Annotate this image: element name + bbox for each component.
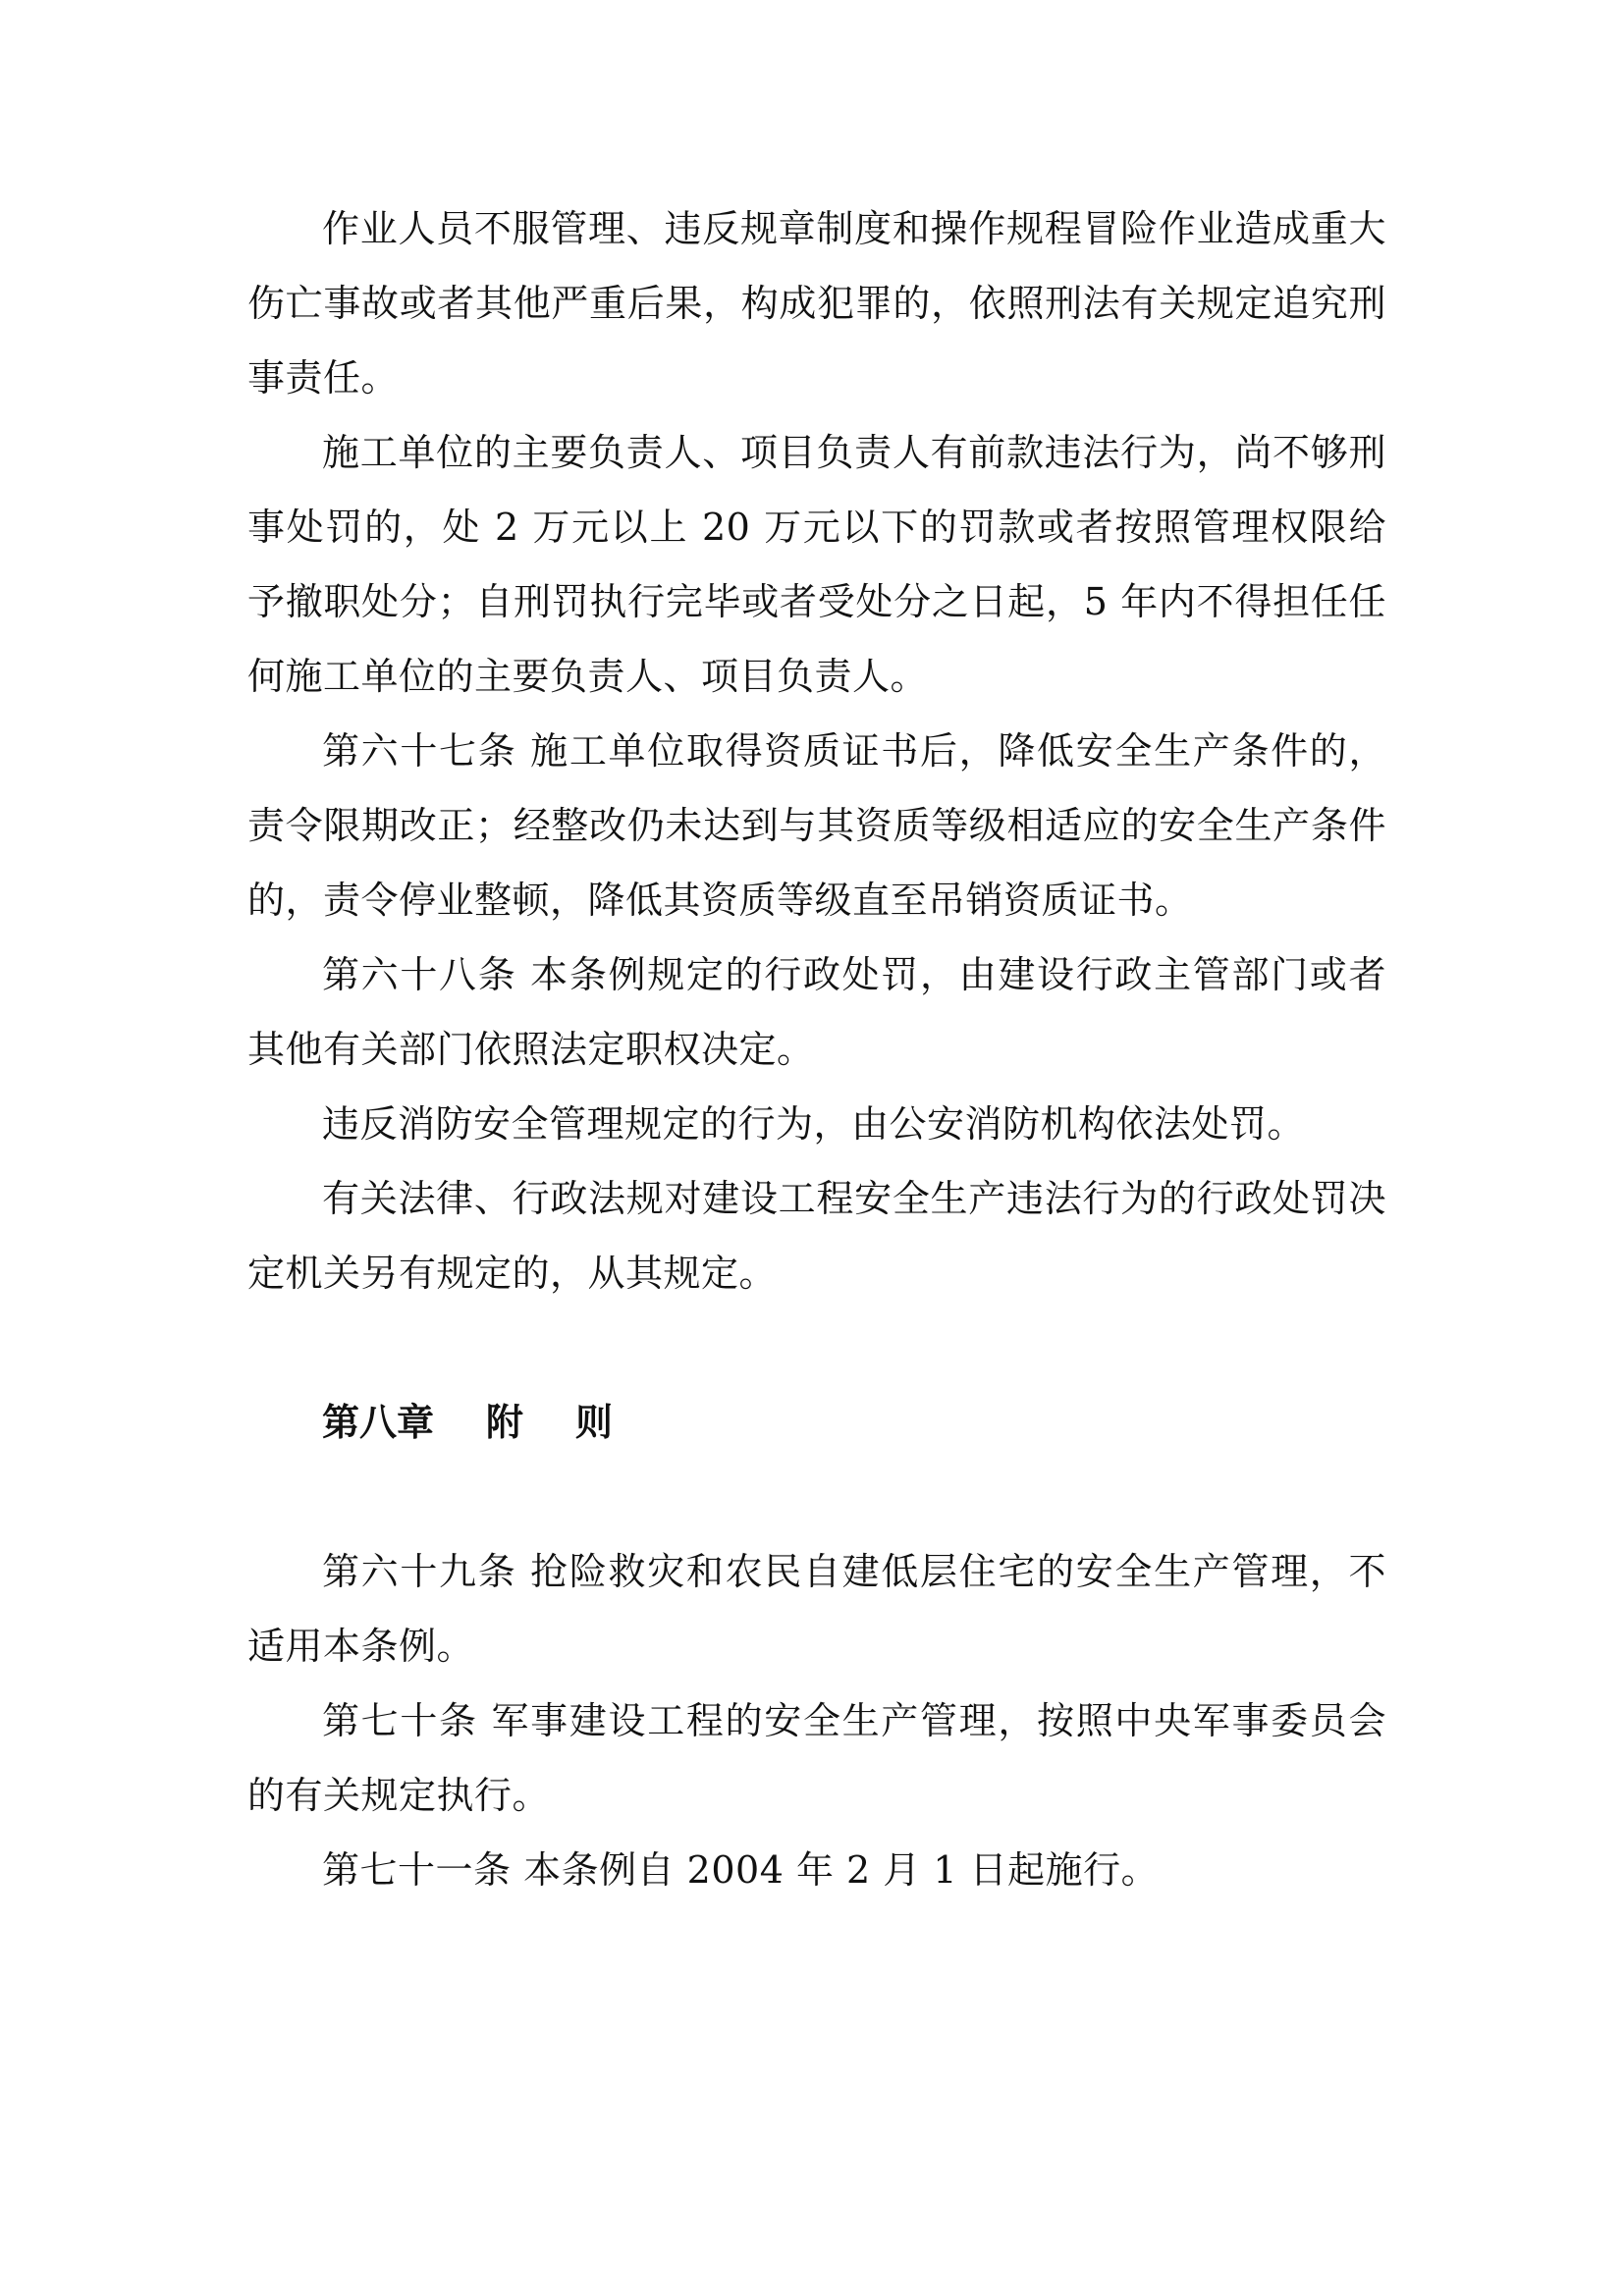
paragraph-responsible-person-penalty: 施工单位的主要负责人、项目负责人有前款违法行为，尚不够刑事处罚的，处 2 万元以上 20 万元以下的罚款或者按照管理权限给予撤职处分；自刑罚执行完毕或者受处分之日起，5 年内不得担任任何施工单位的主要负责人、项目负责人。 — [247, 431, 1386, 698]
article-69: 第六十九条 抢险救灾和农民自建低层住宅的安全生产管理，不适用本条例。 — [247, 1550, 1386, 1668]
article-71: 第七十一条 本条例自 2004 年 2 月 1 日起施行。 — [322, 1848, 1160, 1892]
spacer — [247, 1310, 1386, 1385]
article-68: 第六十八条 本条例规定的行政处罚，由建设行政主管部门或者其他有关部门依照法定职权决定。 — [247, 953, 1386, 1071]
chapter-title: 第八章 附 则 — [322, 1401, 613, 1444]
article-67: 第六十七条 施工单位取得资质证书后，降低安全生产条件的，责令限期改正；经整改仍未达到与其资质等级相适应的安全生产条件的，责令停业整顿，降低其资质等级直至吊销资质证书。 — [247, 729, 1386, 922]
paragraph-other-laws: 有关法律、行政法规对建设工程安全生产违法行为的行政处罚决定机关另有规定的，从其规定。 — [247, 1177, 1386, 1295]
paragraph-fire-safety: 违反消防安全管理规定的行为，由公安消防机构依法处罚。 — [322, 1102, 1306, 1146]
spacer — [247, 1460, 1386, 1534]
article-70: 第七十条 军事建设工程的安全生产管理，按照中央军事委员会的有关规定执行。 — [247, 1699, 1386, 1817]
document-body — [247, 191, 1386, 1907]
paragraph-casualty-liability: 作业人员不服管理、违反规章制度和操作规程冒险作业造成重大伤亡事故或者其他严重后果，构成犯罪的，依照刑法有关规定追究刑事责任。 — [247, 207, 1386, 400]
